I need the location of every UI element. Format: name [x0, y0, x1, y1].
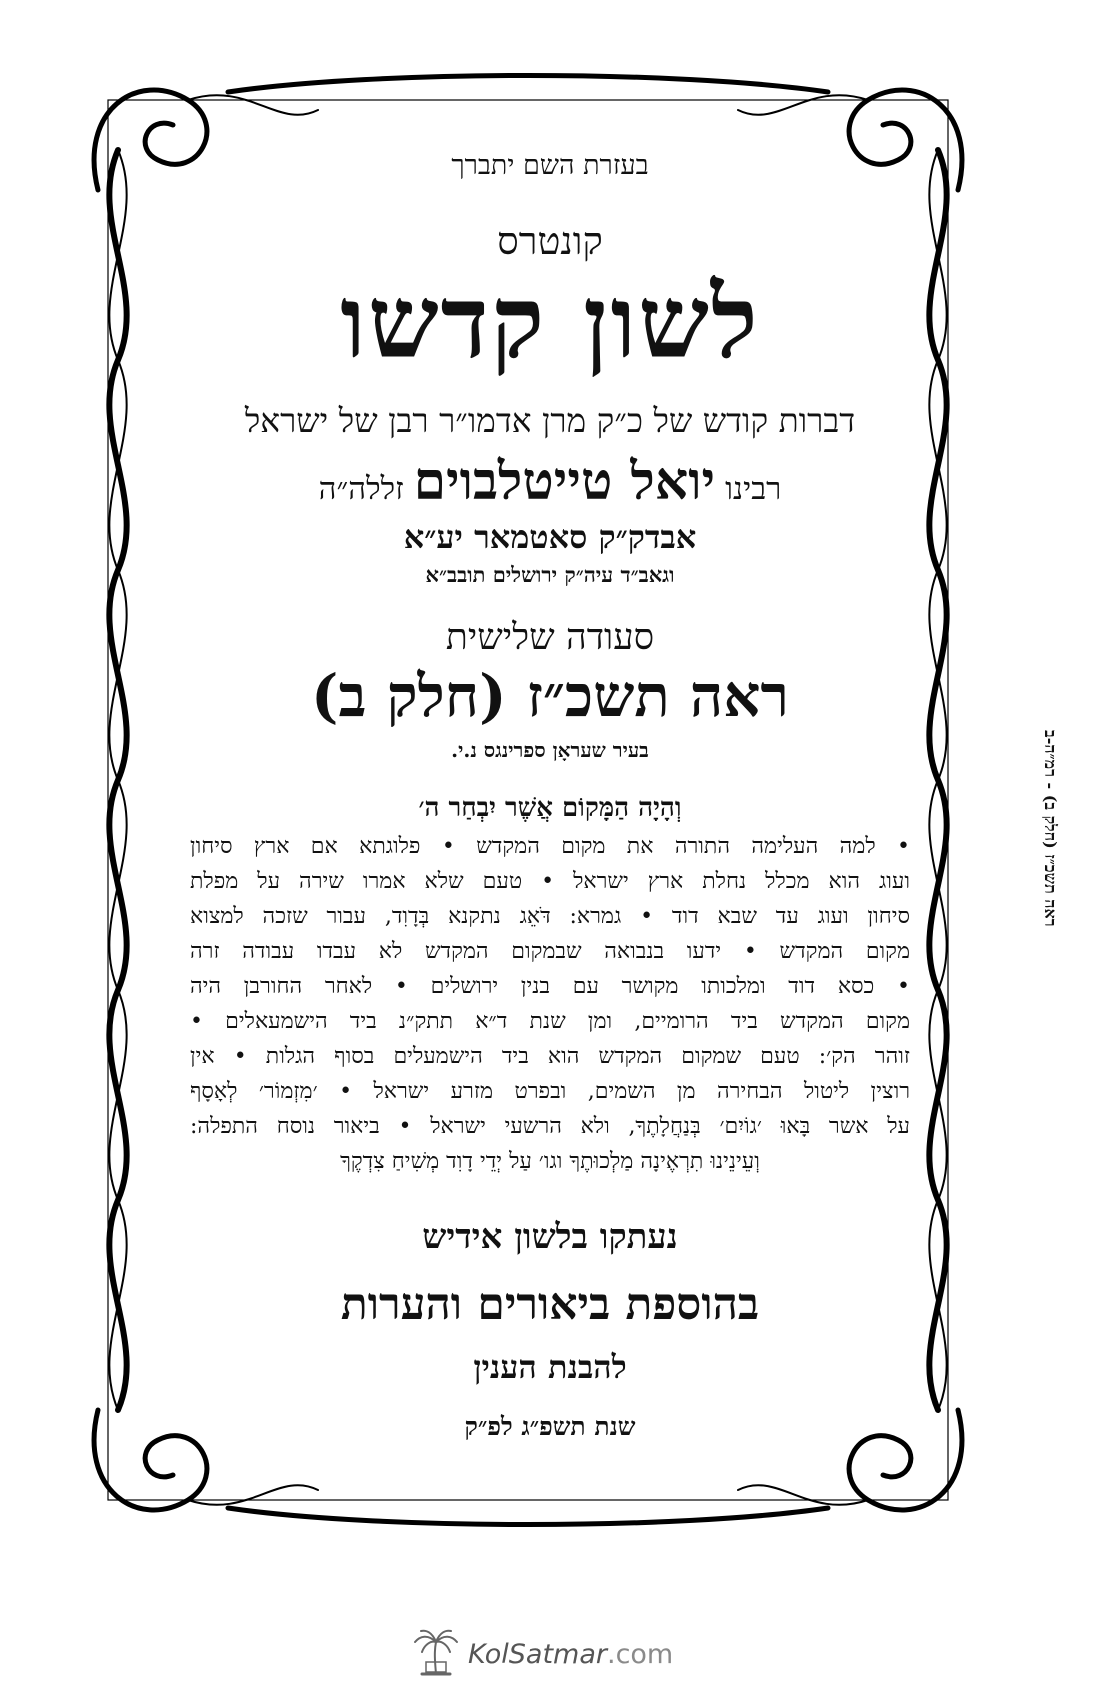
rebbe-line	[190, 451, 910, 512]
place-line: בעיר שעראָן ספרינגס נ.י.	[451, 738, 649, 762]
topic-line: וְעֵינֵינוּ תִרְאֶינָה מַלְכוּתֶךָ וגו׳ עַל יְדֵי דָוִד מְשִׁיחַ צִדְקֶךָ	[340, 1149, 760, 1174]
main-title: לשון קדשו	[340, 263, 760, 381]
seuda-line: סעודה שלישית	[445, 617, 655, 658]
addition-line: בהוספת ביאורים והערות	[340, 1279, 760, 1330]
avdak-line: אבדק״ק סאטמאר יע״א	[403, 518, 697, 556]
year-line: שנת תשפ״ג לפ״ק	[464, 1412, 636, 1441]
opening-line: בעזרת השם יתברך	[451, 150, 649, 181]
kuntres-label: קונטרס	[497, 219, 603, 263]
logo-text	[468, 1639, 673, 1670]
topics-list	[190, 829, 910, 1179]
topic-line: זוהר הק׳: טעם שמקום המקדש הוא ביד הישמעלים בסוף הגלות • אין	[190, 1044, 910, 1069]
palm-tree-icon	[412, 1626, 460, 1682]
verse-heading: וְהָיָה הַמָּקוֹם אֲשֶׁר יִבְחַר ה׳	[418, 793, 682, 823]
topic-line: מקום המקדש • ידעו בנבואה שבמקום המקדש לא עבדו עבודה זרה	[190, 939, 910, 964]
topic-line: רוצין ליטול הבחירה מן השמים, ובפרט מזרע ישראל • ׳מִזְמוֹר׳ לְאָסָף	[190, 1079, 910, 1104]
logo-domain: .com	[606, 1638, 674, 1670]
topic-line: • למה העלימה התורה את מקום המקדש • פלוגתא אם ארץ סיחון	[190, 834, 910, 859]
words-of-line: דברות קודש של כ״ק מרן אדמו״ר רבן של ישראל	[244, 401, 856, 440]
rebbe-name: יואל טייטלבוים	[413, 451, 716, 512]
topic-line: על אשר בָּאוּ ׳גוֹיִם׳ בְּנַחֲלָתֶךָ, ולא הרשעי ישראל • ביאור נוסח התפלה:	[190, 1114, 910, 1139]
title-page-content	[190, 150, 910, 1442]
gaavad-line: וגאב״ד עיה״ק ירושלים תובב״א	[425, 562, 675, 587]
topic-line: סיחון ועוג עד שבא דוד • גמרא: דֹּאֵג נתקנא בְּדָוִד, עבור שזכה למצוא	[190, 904, 910, 929]
translated-line: נעתקו בלשון אידיש	[422, 1217, 678, 1257]
side-running-title: ראה תשכ״ז (חלק ב) - רמ״ה-ב	[1041, 730, 1060, 927]
topic-line: • כסא דוד ומלכותו מקושר עם בנין ירושלים • לאחר החורבן היה	[190, 974, 910, 999]
topic-line: מקום המקדש ביד הרומיים, ומן שנת ד״א תתק״נ ביד הישמעאלים •	[190, 1009, 910, 1034]
rebbe-prefix: רבינו	[725, 471, 782, 507]
topic-line: ועוג הוא מכלל נחלת ארץ ישראל • טעם שלא אמרו שירה על מפלת	[190, 869, 910, 894]
logo-brand: KolSatmar	[468, 1638, 607, 1670]
kolsatmar-logo	[412, 1628, 673, 1680]
understanding-line: להבנת הענין	[473, 1348, 627, 1386]
parsha-title: ראה תשכ״ז (חלק ב)	[311, 662, 789, 730]
rebbe-suffix: זללה״ה	[318, 471, 404, 507]
